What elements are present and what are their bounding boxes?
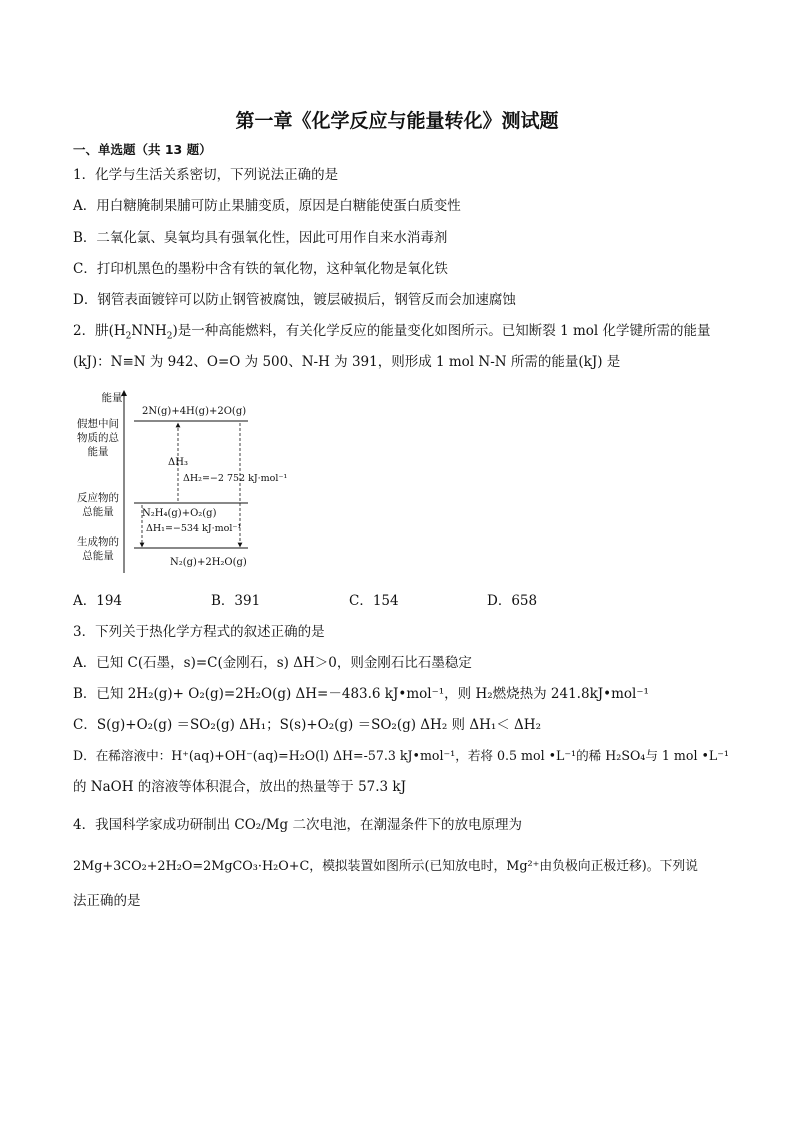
q1-option-a: A．用白糖腌制果脯可防止果脯变质，原因是白糖能使蛋白质变性 <box>73 198 461 214</box>
q2-stem-part-b: NNH <box>131 323 167 339</box>
q1-stem: 1．化学与生活关系密切，下列说法正确的是 <box>73 167 339 183</box>
q1-option-d: D．钢管表面镀锌可以防止钢管被腐蚀，镀层破损后，钢管反而会加速腐蚀 <box>73 292 516 308</box>
q2-option-a: A．194 <box>73 593 123 609</box>
q4-stem-line2: 2Mg+3CO₂+2H₂O=2MgCO₃·H₂O+C，模拟装置如图所示(已知放电时，Mg²⁺由负极向正极迁移)。下列说 <box>73 859 698 874</box>
q1-option-c: C．打印机黑色的墨粉中含有铁的氧化物，这种氧化物是氧化铁 <box>73 261 448 277</box>
q3-option-a: A．已知 C(石墨，s)=C(金刚石，s) ΔH＞0，则金刚石比石墨稳定 <box>73 655 472 671</box>
q2-stem-part-c: )是一种高能燃料，有关化学反应的能量变化如图所示。已知断裂 1 mol 化学键所需的能量 <box>172 323 711 339</box>
q3-option-d-line2: 的 NaOH 的溶液等体积混合，放出的热量等于 57.3 kJ <box>73 779 407 795</box>
energy-level-diagram <box>70 385 310 580</box>
q2-stem-part-a: 2．肼(H <box>73 323 126 339</box>
level2-species: N₂H₄(g)+O₂(g) <box>142 508 217 519</box>
q2-option-b: B．391 <box>211 593 261 609</box>
section-heading: 一、单选题（共 13 题） <box>73 142 212 157</box>
dh1-label: ΔH₁=−534 kJ·mol⁻¹ <box>146 523 242 534</box>
dh2-label: ΔH₂=−2 752 kJ·mol⁻¹ <box>183 473 288 484</box>
level1-label-1: 假想中间 <box>77 418 119 430</box>
q4-stem-line3: 法正确的是 <box>73 893 141 909</box>
q1-option-b: B．二氧化氯、臭氧均具有强氧化性，因此可用作自来水消毒剂 <box>73 230 448 246</box>
dh3-label: ΔH₃ <box>168 457 188 468</box>
level1-label-2: 物质的总 <box>77 432 119 444</box>
q2-option-d: D．658 <box>487 593 538 609</box>
level3-label-2: 总能量 <box>82 550 114 562</box>
level3-species: N₂(g)+2H₂O(g) <box>170 557 247 568</box>
q4-stem-line1: 4．我国科学家成功研制出 CO₂/Mg 二次电池，在潮湿条件下的放电原理为 <box>73 817 522 833</box>
q3-option-c: C．S(g)+O₂(g) ＝SO₂(g) ΔH₁；S(s)+O₂(g) ＝SO₂(g) ΔH₂ 则 ΔH₁＜ ΔH₂ <box>73 717 541 733</box>
level2-label-1: 反应物的 <box>77 492 119 504</box>
level3-label-1: 生成物的 <box>77 536 119 548</box>
q3-option-b: B．已知 2H₂(g)+ O₂(g)=2H₂O(g) ΔH=－483.6 kJ•mol⁻¹，则 H₂燃烧热为 241.8kJ•mol⁻¹ <box>73 686 649 702</box>
q2-option-c: C．154 <box>349 593 399 609</box>
q3-stem: 3．下列关于热化学方程式的叙述正确的是 <box>73 624 325 640</box>
q3-option-d-line1: D．在稀溶液中：H⁺(aq)+OH⁻(aq)=H₂O(l) ΔH=-57.3 kJ•mol⁻¹，若将 0.5 mol •L⁻¹的稀 H₂SO₄与 1 mol •L⁻¹ <box>73 748 729 763</box>
axis-label: 能量 <box>101 392 123 404</box>
q2-stem: 2．肼$(H_2NNH_2)$是一种高能燃料，有关化学反应的能量变化如图所示。已知断裂 1 mol 化学键所需的能量 <box>73 323 711 342</box>
level1-label-3: 能量 <box>87 446 109 458</box>
q2-stem-line2: (kJ)：N≡N 为 942、O=O 为 500、N-H 为 391，则形成 1 mol N-N 所需的能量(kJ) 是 <box>73 354 621 370</box>
level2-label-2: 总能量 <box>82 506 114 518</box>
page-title: 第一章《化学反应与能量转化》测试题 <box>235 110 559 132</box>
level1-species: 2N(g)+4H(g)+2O(g) <box>142 406 247 417</box>
